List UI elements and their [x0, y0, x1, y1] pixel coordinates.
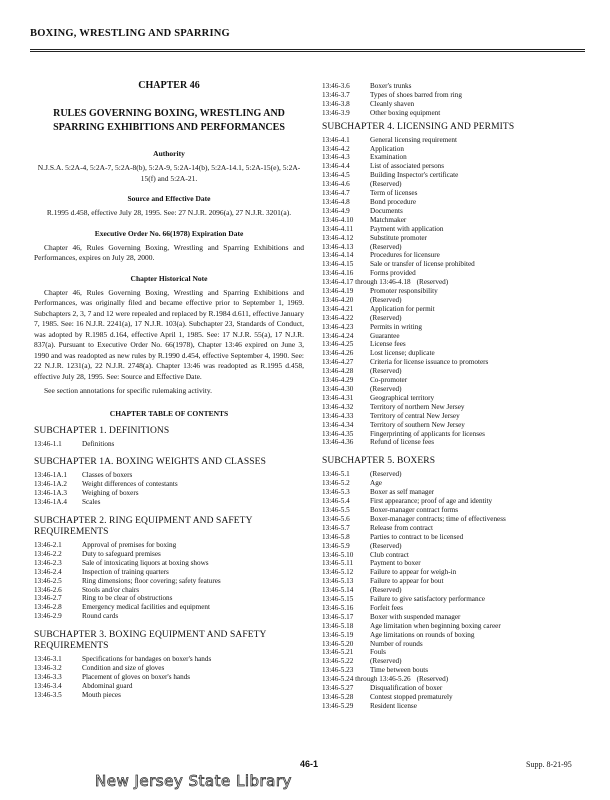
toc-entry-title: Application for permit — [370, 304, 435, 313]
toc-entry-number: 13:46-5.22 — [322, 657, 354, 666]
toc-entry-number: 13:46-4.12 — [322, 233, 354, 242]
toc-entry — [322, 216, 592, 225]
toc-entry-title: Ring dimensions; floor covering; safety features — [82, 576, 221, 585]
toc-entry-title: (Reserved) — [370, 586, 402, 595]
subchapter-heading: SUBCHAPTER 4. LICENSING AND PERMITS — [322, 121, 515, 132]
toc-entry-title: (Reserved) — [370, 367, 402, 376]
toc-entry-title: Round cards — [82, 612, 119, 621]
toc-entry-title: Payment with application — [370, 224, 444, 233]
toc-entry-title: Cleanly shaven — [370, 99, 415, 108]
left-column — [34, 80, 304, 700]
toc-entry-number: 13:46-4.8 — [322, 197, 350, 206]
toc-entry-title: Geographical territory — [370, 393, 435, 402]
toc-entry-title: List of associated persons — [370, 162, 445, 171]
toc-entry — [322, 367, 592, 376]
toc-entry-number: 13:46-4.35 — [322, 429, 354, 438]
toc-entry-number: 13:46-5.1 — [322, 470, 350, 479]
toc-entry-title: Time between bouts — [370, 666, 429, 675]
toc-entry-number: 13:46-5.8 — [322, 532, 350, 541]
toc-entry-number: 13:46-4.6 — [322, 180, 350, 189]
toc-entry-title: General licensing requirement — [370, 135, 458, 144]
toc-entry-number: 13:46-1A.4 — [34, 498, 67, 507]
toc-entry-title: Term of licenses — [370, 189, 418, 198]
toc-right-top-list — [322, 82, 592, 118]
toc-entry — [322, 403, 592, 412]
toc-entry — [322, 82, 592, 91]
toc-entry — [34, 498, 304, 507]
toc-entry-number: 13:46-2.8 — [34, 603, 62, 612]
toc-entry-title: Stools and/or chairs — [82, 585, 140, 594]
toc-entry — [322, 340, 592, 349]
toc-entry-number: 13:46-3.7 — [322, 90, 350, 99]
toc-entry-number: 13:46-5.29 — [322, 701, 354, 710]
toc-entry-number: 13:46-3.3 — [34, 673, 62, 681]
toc-entry-number: 13:46-5.11 — [322, 559, 354, 568]
toc-entry — [322, 666, 592, 675]
toc-entry — [322, 631, 592, 640]
toc-entry-number: 13:46-4.1 — [322, 135, 350, 144]
toc-entry — [322, 225, 592, 234]
history-text: Chapter 46, Rules Governing Boxing, Wrestling and Sparring Exhibitions and Performances, was originally filed and became effective prior to September 1, 1969. Subchapters 2, 3, 7 and 12 were repealed and replaced by R.1984 d.611, effective January 7, 1985. See: 16 N.J.R. 2241(a), 17 N.J.R. 103(a). Subchapter 23, Standards of Conduct, was adopted by R.1985 d.164, effective April 1, 1985. See: 17 N.J.R. 55(a), 17 N.J.R. 837(a). Pursuant to Executive Order No. 66(1978), Chapter 13:46 expired on June 3, 1990 and was readopted as new rules by R.1990 d.454, effective September 4, 1990. See: 22 N.J.R. 1231(a), 22 N.J.R. 2748(a). Chapter 13:46 was readopted as R.1995 d.458, effective July 28, 1995. See: Source and Effective Date. — [34, 287, 304, 381]
toc-entry — [322, 551, 592, 560]
toc-entry-title: Documents — [370, 206, 403, 215]
toc-entry-number: 13:46-5.28 — [322, 693, 354, 701]
toc-entry — [34, 691, 304, 700]
chapter-number: CHAPTER 46 — [138, 80, 200, 91]
toc-entry-title: Refund of license fees — [370, 438, 435, 447]
toc-entry-number: 13:46-3.8 — [322, 99, 350, 108]
toc-entry-title: Emergency medical facilities and equipment — [82, 603, 210, 612]
toc-entry-title: Boxer with suspended manager — [370, 612, 461, 621]
toc-entry — [322, 577, 592, 586]
toc-entry — [322, 269, 592, 278]
toc-entry — [322, 622, 592, 631]
toc-entry-title: Boxer-manager contract forms — [370, 505, 459, 514]
library-stamp: New Jersey State Library — [95, 772, 292, 790]
toc-entry — [322, 332, 592, 341]
toc-entry-number: 13:46-2.9 — [34, 612, 62, 621]
toc-entry-number: 13:46-5.9 — [322, 541, 350, 550]
authority-text: N.J.S.A. 5:2A-4, 5:2A-7, 5:2A-8(b), 5:2A-9, 5:2A-14(b), 5:2A-14.1, 5:2A-15(e), 5:2A-15(f) and 5:2A-21. — [37, 163, 301, 183]
toc-entry-title: Boxer's trunks — [370, 82, 412, 90]
exec-order-heading: Executive Order No. 66(1978) Expiration Date — [94, 228, 244, 238]
toc-entry — [322, 234, 592, 243]
toc-entry — [34, 550, 304, 559]
toc-entry — [34, 664, 304, 673]
toc-entry-number: 13:46-4.28 — [322, 367, 354, 376]
toc-entry-title: Sale or transfer of license prohibited — [370, 260, 475, 269]
toc-entry-title: Bond procedure — [370, 197, 417, 206]
toc-entry — [322, 394, 592, 403]
toc-entry-title: Territory of southern New Jersey — [370, 420, 465, 429]
toc-entry-number: 13:46-4.30 — [322, 385, 354, 393]
toc-entry — [34, 594, 304, 603]
toc-entry — [34, 568, 304, 577]
toc-entry-title: Forfeit fees — [370, 603, 403, 612]
toc-entry — [322, 604, 592, 613]
toc-entry-title: Building Inspector's certificate — [370, 171, 459, 180]
toc-entry — [34, 577, 304, 586]
source-text: R.1995 d.458, effective July 28, 1995. See: 27 N.J.R. 2096(a), 27 N.J.R. 3201(a). — [46, 208, 292, 217]
toc-entry-number: 13:46-5.20 — [322, 639, 354, 648]
toc-entry — [322, 702, 592, 711]
toc-entry-number: 13:46-3.1 — [34, 655, 62, 664]
toc-entry-number: 13:46-4.20 — [322, 295, 354, 304]
toc-entry — [322, 349, 592, 358]
toc-entry-title: Number of rounds — [370, 639, 423, 648]
toc-entry-number: 13:46-5.27 — [322, 684, 354, 693]
toc-entry-number: 13:46-4.22 — [322, 313, 354, 322]
toc-entry-title: Duty to safeguard premises — [82, 549, 161, 558]
toc-entry-number: 13:46-4.16 — [322, 269, 354, 278]
subchapter-heading: SUBCHAPTER 2. RING EQUIPMENT AND SAFETY REQUIREMENTS — [34, 516, 253, 538]
toc-entry — [322, 506, 592, 515]
toc-entry-number: 13:46-5.14 — [322, 586, 354, 595]
toc-entry-title: (Reserved) — [416, 675, 449, 684]
toc-entry-title: Specifications for bandages on boxer's hands — [82, 655, 212, 664]
toc-entry — [322, 162, 592, 171]
toc-entry-number: 13:46-4.29 — [322, 376, 354, 385]
toc-entry-number: 13:46-5.15 — [322, 595, 354, 604]
toc-entry-number: 13:46-3.9 — [322, 108, 350, 117]
toc-entry-number: 13:46-4.23 — [322, 322, 354, 331]
toc-entry — [322, 497, 592, 506]
authority-heading: Authority — [153, 149, 185, 158]
toc-entry — [322, 640, 592, 649]
page-number: 46-1 — [300, 759, 319, 769]
toc-entry-title: Fingerprinting of applicants for licenses — [370, 429, 485, 438]
toc-left-list — [34, 426, 304, 700]
toc-entry-number: 13:46-4.15 — [322, 260, 354, 269]
toc-entry — [322, 675, 592, 684]
toc-entry — [322, 145, 592, 154]
toc-entry-title: Failure to appear for bout — [370, 577, 444, 586]
toc-entry-number: 13:46-4.7 — [322, 189, 350, 198]
toc-entry — [322, 412, 592, 421]
toc-entry — [322, 586, 592, 595]
toc-entry — [34, 480, 304, 489]
toc-entry-number: 13:46-5.23 — [322, 666, 354, 675]
toc-entry-number: 13:46-3.4 — [34, 681, 62, 690]
toc-entry-title: Sale of intoxicating liquors at boxing shows — [82, 558, 209, 567]
toc-entry — [322, 91, 592, 100]
toc-entry — [322, 323, 592, 332]
toc-entry-title: Resident license — [370, 701, 417, 710]
toc-entry — [322, 421, 592, 430]
right-column — [322, 82, 592, 711]
toc-entry-title: Failure to give satisfactory performance — [370, 595, 485, 604]
subchapter-heading: SUBCHAPTER 1. DEFINITIONS — [34, 425, 170, 436]
toc-entry — [322, 559, 592, 568]
supplement-date: Supp. 8-21-95 — [526, 760, 572, 769]
toc-entry-title: Classes of boxers — [82, 471, 133, 480]
toc-entry-title: Territory of central New Jersey — [370, 411, 460, 420]
toc-entry-number: 13:46-4.34 — [322, 420, 354, 429]
toc-entry — [34, 489, 304, 498]
toc-entry-number: 13:46-5.17 — [322, 612, 354, 621]
toc-entry-number: 13:46-4.25 — [322, 340, 354, 349]
toc-entry — [34, 673, 304, 682]
toc-entry-title: Placement of gloves on boxer's hands — [82, 673, 191, 681]
toc-entry-number: 13:46-2.4 — [34, 567, 62, 576]
toc-entry-number: 13:46-4.36 — [322, 438, 354, 447]
toc-right-list — [322, 122, 592, 711]
toc-entry-number: 13:46-5.18 — [322, 621, 354, 630]
toc-entry-title: Examination — [370, 153, 407, 162]
toc-entry-number: 13:46-4.33 — [322, 411, 354, 420]
toc-entry — [34, 440, 304, 449]
toc-entry-title: Inspection of training quarters — [82, 567, 169, 576]
toc-entry — [34, 682, 304, 691]
toc-entry-number: 13:46-4.5 — [322, 171, 350, 180]
toc-entry-number: 13:46-2.2 — [34, 549, 62, 558]
toc-entry-number: 13:46-1A.3 — [34, 489, 67, 498]
toc-entry — [322, 171, 592, 180]
toc-entry-title: Criteria for license issuance to promoters — [370, 358, 489, 367]
toc-entry-title: License fees — [370, 340, 406, 349]
toc-entry-title: Matchmaker — [370, 215, 407, 224]
header-rule-top — [30, 49, 585, 50]
toc-entry-title: Scales — [82, 498, 101, 507]
history-heading: Chapter Historical Note — [130, 273, 208, 283]
toc-entry — [322, 305, 592, 314]
toc-entry-number: 13:46-5.5 — [322, 505, 350, 514]
source-heading: Source and Effective Date — [127, 194, 211, 203]
toc-entry-number: 13:46-5.12 — [322, 568, 354, 577]
chapter-title: RULES GOVERNING BOXING, WRESTLING AND SPARRING EXHIBITIONS AND PERFORMANCES — [53, 108, 285, 133]
toc-entry-title: Substitute promoter — [370, 233, 427, 242]
toc-entry-title: Definitions — [82, 439, 115, 448]
toc-entry-title: Age limitations on rounds of boxing — [370, 630, 475, 639]
toc-entry-title: Forms provided — [370, 269, 416, 278]
toc-entry — [322, 479, 592, 488]
toc-entry-title: Lost license; duplicate — [370, 349, 435, 358]
toc-entry — [322, 488, 592, 497]
toc-entry — [322, 314, 592, 323]
toc-entry — [322, 278, 592, 287]
toc-entry-number: 13:46-3.6 — [322, 82, 350, 90]
toc-entry — [322, 684, 592, 693]
toc-entry-number: 13:46-2.7 — [34, 594, 62, 603]
subchapter-heading: SUBCHAPTER 3. BOXING EQUIPMENT AND SAFETY REQUIREMENTS — [34, 630, 267, 652]
toc-entry-number: 13:46-4.2 — [322, 144, 350, 153]
toc-entry — [322, 376, 592, 385]
toc-entry-title: Mouth pieces — [82, 690, 121, 699]
toc-entry-title: (Reserved) — [370, 541, 402, 550]
toc-entry-number: 13:46-2.3 — [34, 558, 62, 567]
toc-entry — [322, 296, 592, 305]
toc-entry-number: 13:46-4.4 — [322, 162, 350, 171]
toc-entry-title: Permits in writing — [370, 322, 422, 331]
toc-entry-title: Other boxing equipment — [370, 108, 441, 117]
toc-entry — [322, 693, 592, 702]
toc-entry — [322, 385, 592, 394]
toc-entry-number: 13:46-4.17 through 13:46-4.18 — [322, 278, 411, 287]
toc-entry-title: Types of shoes barred from ring — [370, 90, 462, 99]
toc-entry-title: Procedures for licensure — [370, 251, 440, 260]
toc-entry-number: 13:46-1A.2 — [34, 480, 67, 489]
toc-entry — [34, 603, 304, 612]
toc-entry — [322, 515, 592, 524]
toc-entry-number: 13:46-4.9 — [322, 206, 350, 215]
toc-entry-title: (Reserved) — [370, 470, 402, 479]
toc-entry — [322, 251, 592, 260]
toc-entry-title: Promoter responsibility — [370, 287, 438, 296]
toc-entry-number: 13:46-3.2 — [34, 664, 62, 673]
toc-entry — [322, 287, 592, 296]
toc-entry — [322, 358, 592, 367]
toc-entry-number: 13:46-4.3 — [322, 153, 350, 162]
toc-entry — [34, 655, 304, 664]
toc-entry-title: Parties to contract to be licensed — [370, 532, 464, 541]
toc-entry-title: Guarantee — [370, 331, 400, 340]
subchapter-heading: SUBCHAPTER 1A. BOXING WEIGHTS AND CLASSES — [34, 457, 266, 468]
toc-entry-title: Payment to boxer — [370, 559, 421, 568]
toc-entry-number: 13:46-4.24 — [322, 331, 354, 340]
toc-entry-title: Failure to appear for weigh-in — [370, 568, 457, 577]
toc-entry-title: Ring to be clear of obstructions — [82, 594, 173, 603]
toc-entry-number: 13:46-5.7 — [322, 523, 350, 532]
toc-entry-number: 13:46-5.21 — [322, 648, 354, 657]
toc-entry — [322, 568, 592, 577]
toc-entry-title: First appearance; proof of age and identity — [370, 497, 493, 506]
toc-entry-number: 13:46-4.14 — [322, 251, 354, 260]
toc-entry-number: 13:46-2.6 — [34, 585, 62, 594]
toc-entry-number: 13:46-4.11 — [322, 224, 354, 233]
toc-entry — [322, 198, 592, 207]
toc-entry-title: (Reserved) — [370, 313, 402, 322]
toc-entry-title: Boxer-manager contracts; time of effectiveness — [370, 514, 506, 523]
toc-entry-title: Age — [370, 479, 382, 488]
toc-entry — [322, 438, 592, 447]
toc-entry-number: 13:46-5.4 — [322, 497, 350, 506]
toc-entry — [322, 109, 592, 118]
toc-entry-title: (Reserved) — [370, 657, 402, 666]
toc-entry — [322, 470, 592, 479]
toc-entry-title: (Reserved) — [370, 180, 402, 189]
toc-entry-number: 13:46-4.31 — [322, 393, 354, 402]
toc-entry-title: Contest stopped prematurely — [370, 693, 453, 701]
toc-entry-title: (Reserved) — [370, 242, 402, 251]
toc-entry-title: Abdominal guard — [82, 681, 133, 690]
toc-entry-title: Weight differences of contestants — [82, 480, 178, 489]
toc-entry — [322, 613, 592, 622]
toc-entry — [322, 430, 592, 439]
toc-entry — [322, 180, 592, 189]
toc-entry-number: 13:46-4.13 — [322, 242, 354, 251]
toc-entry-title: Age limitation when beginning boxing career — [370, 621, 501, 630]
toc-entry-number: 13:46-5.19 — [322, 630, 354, 639]
toc-title: CHAPTER TABLE OF CONTENTS — [109, 408, 229, 418]
toc-entry-number: 13:46-4.32 — [322, 402, 354, 411]
toc-entry-title: Condition and size of gloves — [82, 664, 165, 673]
toc-entry-title: (Reserved) — [370, 385, 402, 393]
toc-entry — [322, 260, 592, 269]
toc-entry — [34, 612, 304, 621]
toc-entry-number: 13:46-5.3 — [322, 488, 350, 497]
toc-entry — [322, 207, 592, 216]
toc-entry — [322, 657, 592, 666]
toc-entry — [322, 542, 592, 551]
toc-entry — [322, 524, 592, 533]
toc-entry-number: 13:46-5.10 — [322, 550, 354, 559]
toc-entry-title: Fouls — [370, 648, 386, 657]
toc-entry-number: 13:46-5.2 — [322, 479, 350, 488]
toc-entry-number: 13:46-4.26 — [322, 349, 354, 358]
toc-entry-number: 13:46-4.19 — [322, 287, 354, 296]
toc-entry — [322, 100, 592, 109]
toc-entry-title: (Reserved) — [416, 278, 449, 287]
toc-entry — [34, 541, 304, 550]
toc-entry-title: Weighing of boxers — [82, 489, 139, 498]
toc-entry — [34, 586, 304, 595]
toc-entry-title: (Reserved) — [370, 295, 402, 304]
toc-entry — [322, 243, 592, 252]
toc-entry-number: 13:46-1.1 — [34, 439, 62, 448]
toc-entry — [322, 533, 592, 542]
subchapter-heading: SUBCHAPTER 5. BOXERS — [322, 456, 436, 467]
toc-entry-number: 13:46-3.5 — [34, 690, 62, 699]
toc-entry-number: 13:46-5.16 — [322, 603, 354, 612]
toc-entry-number: 13:46-4.10 — [322, 215, 354, 224]
toc-entry-title: Club contract — [370, 550, 409, 559]
toc-entry — [34, 559, 304, 568]
toc-entry-number: 13:46-2.1 — [34, 541, 62, 550]
toc-entry-title: Boxer as self manager — [370, 488, 435, 497]
toc-entry-number: 13:46-5.24 through 13:46-5.26 — [322, 675, 411, 684]
toc-entry — [322, 136, 592, 145]
toc-entry — [322, 595, 592, 604]
toc-entry — [322, 153, 592, 162]
toc-entry-title: Approval of premises for boxing — [82, 541, 177, 550]
history-see-also: See section annotations for specific rulemaking activity. — [44, 386, 213, 395]
toc-entry-number: 13:46-2.5 — [34, 576, 62, 585]
toc-entry-title: Co-promoter — [370, 376, 408, 385]
toc-entry-number: 13:46-5.13 — [322, 577, 354, 586]
toc-entry-title: Disqualification of boxer — [370, 684, 443, 693]
toc-entry — [34, 471, 304, 480]
toc-entry-title: Application — [370, 144, 404, 153]
toc-entry — [322, 648, 592, 657]
toc-entry-number: 13:46-4.21 — [322, 304, 354, 313]
toc-entry-title: Release from contract — [370, 523, 434, 532]
exec-order-text: Chapter 46, Rules Governing Boxing, Wrestling and Sparring Exhibitions and Performances, expires on July 28, 2000. — [34, 242, 304, 262]
toc-entry-number: 13:46-4.27 — [322, 358, 354, 367]
header-rule-bottom — [30, 51, 585, 52]
toc-entry-number: 13:46-1A.1 — [34, 471, 67, 480]
toc-entry-number: 13:46-5.6 — [322, 514, 350, 523]
toc-entry — [322, 189, 592, 198]
running-head: BOXING, WRESTLING AND SPARRING — [30, 28, 230, 39]
toc-entry-title: Territory of northern New Jersey — [370, 402, 465, 411]
